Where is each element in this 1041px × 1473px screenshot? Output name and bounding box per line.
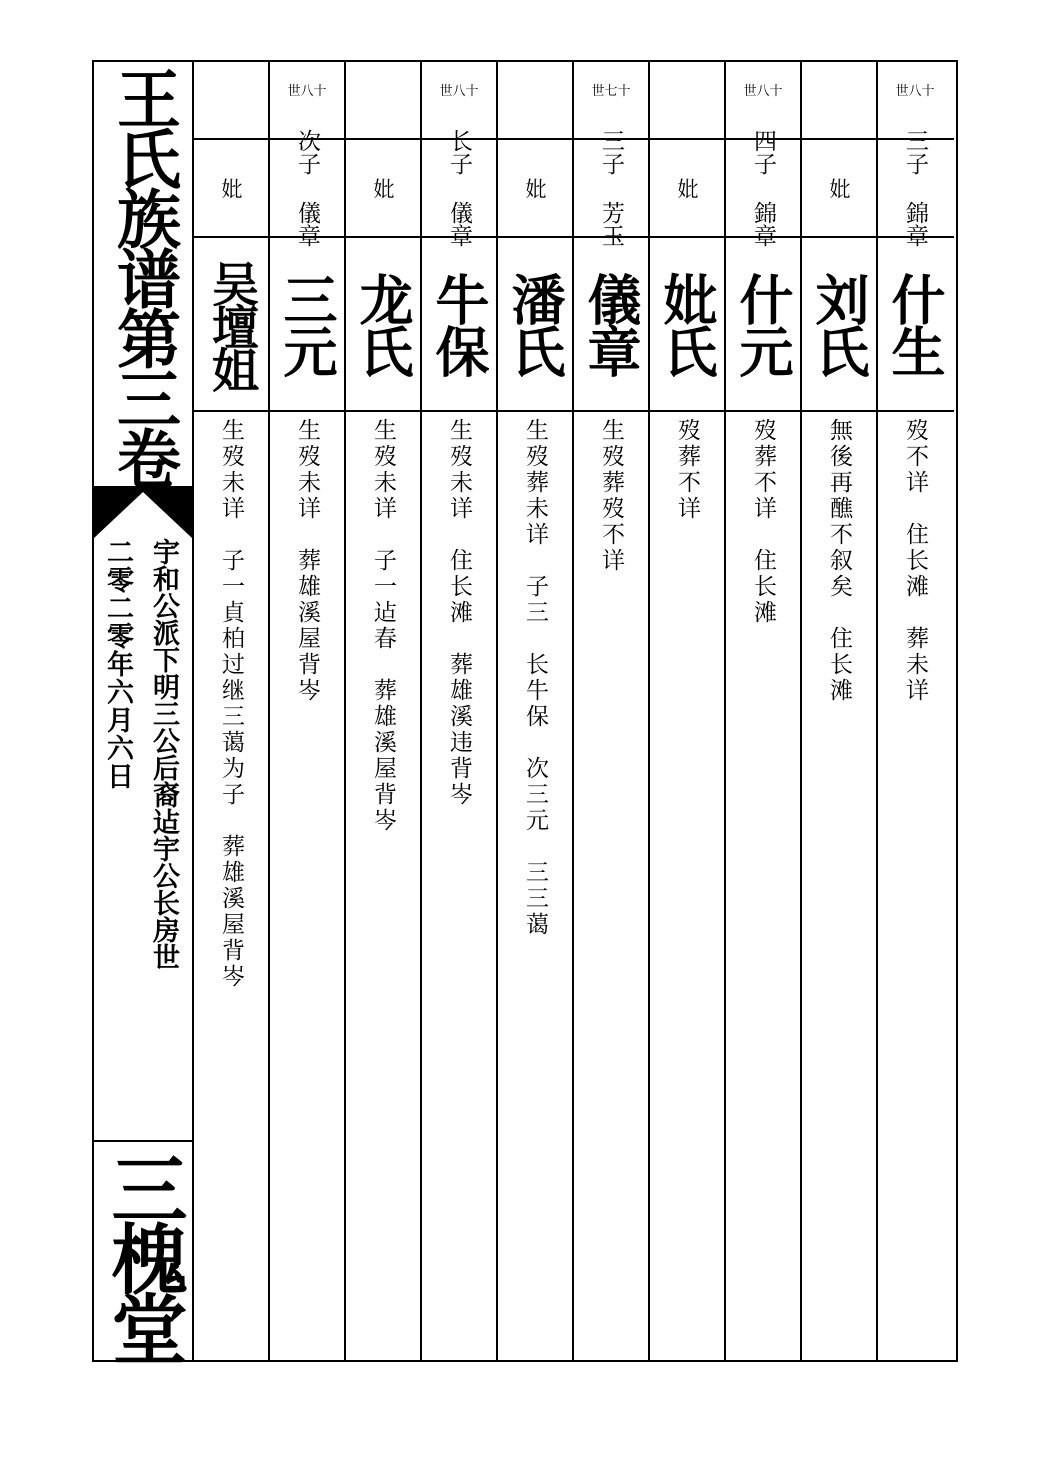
person-column [726, 62, 800, 1360]
person-column [574, 62, 648, 1360]
person-notes: 生歿未详 住长滩 葬雄溪违背岑 [446, 418, 472, 808]
book-title: 王氏族谱第三卷 [106, 66, 181, 486]
generation-label: 世八十 [895, 84, 935, 99]
relation-label: 次子 儀章 [294, 129, 320, 247]
book-spine [94, 62, 194, 1360]
person-notes: 無後再醮不叙矣 住长滩 [826, 418, 852, 704]
branch-lineage-text: 宇和公派下明三公后裔迠宇公长房世 [148, 538, 179, 970]
book-title-block [94, 62, 192, 486]
hall-name: 三槐堂 [99, 1150, 188, 1360]
person-notes: 生歿葬未详 子三 长牛保 次三元 三三蔼 [522, 418, 548, 938]
generation-label: 世八十 [743, 84, 783, 99]
person-name: 什生 [883, 272, 947, 376]
person-name: 什元 [731, 272, 795, 376]
person-notes: 生歿未详 葬雄溪屋背岑 [294, 418, 320, 704]
person-column [802, 62, 876, 1360]
person-column [194, 62, 268, 1360]
person-name: 吴壇姐 [204, 259, 259, 389]
person-name: 刘氏 [807, 272, 871, 376]
generation-label: 世八十 [287, 84, 327, 99]
generation-label: 世七十 [591, 84, 631, 99]
relation-label: 四子 錦章 [750, 129, 776, 247]
relation-label: 妣 [371, 177, 395, 199]
person-notes: 歿不详 住长滩 葬未详 [902, 418, 928, 704]
person-column [878, 62, 952, 1360]
generation-label: 世八十 [439, 84, 479, 99]
genealogy-page [92, 60, 958, 1362]
relation-label: 三子 錦章 [902, 129, 928, 247]
person-name: 牛保 [427, 272, 491, 376]
person-column [346, 62, 420, 1360]
hall-name-block [94, 1142, 192, 1360]
branch-info [94, 538, 192, 1138]
person-notes: 生歿未详 子一貞柏过继三蔼为子 葬雄溪屋背岑 [218, 418, 244, 990]
person-column [422, 62, 496, 1360]
person-column [270, 62, 344, 1360]
person-name: 潘氏 [503, 272, 567, 376]
person-notes: 生歿葬歿不详 [598, 418, 624, 574]
person-column [650, 62, 724, 1360]
relation-label: 三子 芳玉 [598, 129, 624, 247]
person-name: 妣氏 [655, 272, 719, 376]
person-column [498, 62, 572, 1360]
person-notes: 歿葬不详 [674, 418, 700, 522]
person-notes: 歿葬不详 住长滩 [750, 418, 776, 626]
person-name: 儀章 [579, 272, 643, 376]
person-name: 三元 [275, 272, 339, 376]
compile-date: 二零二零年六月六日 [102, 538, 133, 790]
genealogy-grid [194, 62, 954, 1360]
relation-label: 妣 [219, 177, 243, 199]
relation-label: 妣 [675, 177, 699, 199]
relation-label: 妣 [827, 177, 851, 199]
person-notes: 生歿未详 子一迠春 葬雄溪屋背岑 [370, 418, 396, 834]
relation-label: 妣 [523, 177, 547, 199]
person-name: 龙氏 [351, 272, 415, 376]
relation-label: 长子 儀章 [446, 129, 472, 247]
